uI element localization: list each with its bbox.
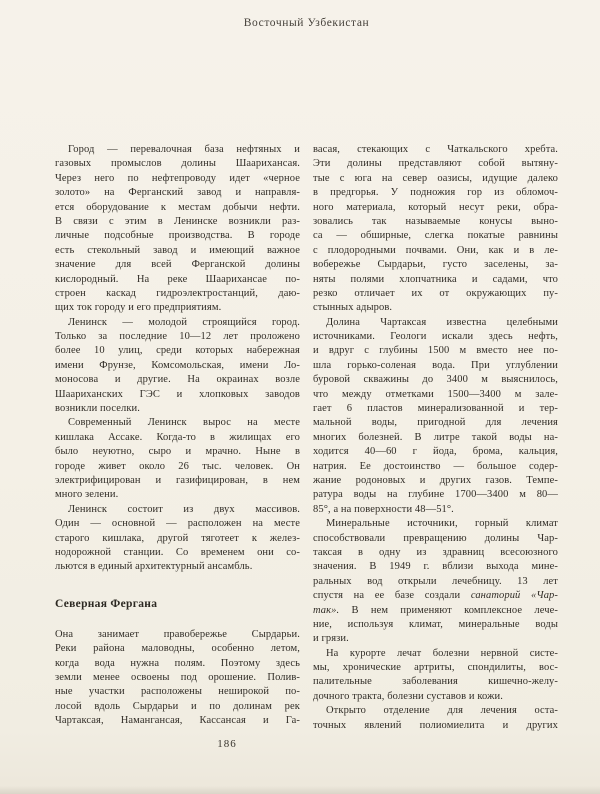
- text-line: старого кишлака, другой тяготеет к желез-: [55, 532, 300, 544]
- text-line: городе живет около 26 тыс. человек. Он: [55, 460, 300, 472]
- text-line: жание родоновых и других газов. Темпе-: [313, 474, 558, 486]
- text-line: дочного тракта, болезни суставов и кожи.: [313, 690, 503, 702]
- text-line: более 10 улиц, среди которых набережная: [55, 345, 300, 357]
- paragraph: [313, 143, 558, 316]
- text-line: кислородный. На реке Шаарихансае по-: [55, 273, 300, 285]
- text-line: и вдруг с глубины 1500 м вместо нее по-: [313, 345, 558, 357]
- text-line: есть стекольный завод и имеющий важное: [55, 244, 300, 256]
- text-line: Она занимает правобережье Сырдарьи.: [55, 628, 300, 640]
- text-line: мы, хронические артриты, спондилиты, вос-: [313, 662, 558, 674]
- text-line: электрифицирован и газифицирован, в нем: [55, 474, 300, 486]
- text-line: На курорте лечат болезни нервной систе-: [326, 647, 558, 659]
- paragraph: [55, 143, 300, 316]
- left-column: [55, 143, 300, 733]
- text-line: мальной воды, пригодной для лечения: [313, 417, 558, 429]
- text-line: буровой скважины до 3400 м выяснилось,: [313, 374, 558, 386]
- paragraph: [313, 647, 558, 705]
- text-line: личные подсобные производства. В городе: [55, 230, 300, 242]
- text-line: Через него по нефтепроводу идет «черное: [55, 172, 300, 184]
- page-number: 186: [217, 738, 237, 750]
- text-line: ратура воды на глубине 1700—3400 м 80—: [313, 489, 558, 501]
- text-line: моносова и другие. На окраинах возле: [55, 374, 300, 386]
- text-line: Открыто отделение для лечения оста-: [326, 705, 558, 717]
- paragraph: [55, 316, 300, 417]
- text-line: палительные заболевания кишечно-желу-: [313, 676, 558, 688]
- text-line: таксая в одну из здравниц всесоюзного: [313, 546, 558, 558]
- text-line: когда вода нужна полям. Поэтому здесь: [55, 657, 300, 669]
- running-header: Восточный Узбекистан: [243, 17, 370, 29]
- paragraph: [55, 503, 300, 575]
- text-line: значение для всей Ферганской долины: [55, 259, 300, 271]
- text-line: было неуютно, сыро и мрачно. Ныне в: [55, 446, 300, 458]
- text-line: нодорожной станции. Со временем они со-: [55, 546, 300, 558]
- text-line: лосой вдоль Сырдарьи и по долинам рек: [55, 700, 300, 712]
- text-line: Долина Чартаксая известна целебными: [326, 316, 558, 328]
- paragraph: [313, 316, 558, 517]
- text-line: источниками. Геологи искали здесь нефть,: [313, 331, 558, 343]
- text-line: имени Фрунзе, Комсомольская, имени Ло-: [55, 359, 300, 371]
- text-line: ходится 40—60 г йода, брома, кальция,: [313, 446, 558, 458]
- text-line: тые с юга на север оазисы, идущие далеко: [313, 172, 558, 184]
- text-line: Шаариханских ГЭС и хлопковых заводов: [55, 388, 300, 400]
- text-line: няты полями хлопчатника и садами, что: [313, 273, 558, 285]
- text-line: спустя на ее базе создали санаторий «Чар-: [313, 590, 558, 602]
- text-line: так». В нем применяют комплексное лече-: [313, 604, 558, 616]
- text-line: вобережье Сырдарьи, густо заселены, за-: [313, 259, 558, 271]
- text-line: с плодородными почвами. Они, как и в ле-: [313, 244, 558, 256]
- text-line: шла горько-соленая вода. При углублении: [313, 359, 558, 371]
- section-heading: Северная Фергана: [55, 597, 158, 610]
- text-line: что между отметками 1500—3400 м зале-: [313, 388, 558, 400]
- right-column: [313, 143, 558, 733]
- text-line: резко отличает их от окружающих пу-: [313, 287, 558, 299]
- text-line: Один — основной — расположен на месте: [55, 518, 300, 530]
- paragraph: [55, 628, 300, 729]
- text-line: Современный Ленинск вырос на месте: [68, 417, 300, 429]
- text-line: ральных вод открыли лечебницу. 13 лет: [313, 575, 558, 587]
- text-line: строен каскад гидроэлектростанций, даю-: [55, 287, 300, 299]
- text-line: ного материала, который несут реки, обра-: [313, 201, 558, 213]
- text-line: ние, используя климат, минеральные воды: [313, 618, 558, 630]
- text-line: и грязи.: [313, 633, 349, 645]
- text-line: много зелени.: [55, 489, 119, 501]
- text-line: золото» на Ферганский завод и направля-: [55, 187, 300, 199]
- text-line: в предгорья. У подножия гор из обломоч-: [313, 187, 558, 199]
- text-line: Ленинск — молодой строящийся город.: [68, 316, 300, 328]
- paragraph: [313, 704, 558, 733]
- text-line: Эти долины представляют собой вытяну-: [313, 158, 558, 170]
- text-line: Только за последние 10—12 лет проложено: [55, 331, 300, 343]
- text-line: стынных адыров.: [313, 302, 393, 314]
- text-line: льются в единый архитектурный ансамбль.: [55, 561, 253, 573]
- page-edge-shadow: [0, 786, 600, 794]
- text-line: возникли поселки.: [55, 403, 140, 415]
- text-line: са — обширные, слегка покатые равнины: [313, 230, 558, 242]
- text-line: Минеральные источники, горный климат: [326, 518, 558, 530]
- text-line: Ленинск состоит из двух массивов.: [68, 503, 300, 515]
- paragraph: [55, 416, 300, 502]
- text-line: щих ток городу и его предприятиям.: [55, 302, 222, 314]
- text-line: В связи с этим в Ленинске возникли раз-: [55, 215, 300, 227]
- text-line: зовались так называемые конусы выно-: [313, 215, 558, 227]
- text-line: ется оборудование к местам добычи нефти.: [55, 201, 300, 213]
- text-line: значения. В 1949 г. вблизи выхода мине-: [313, 561, 558, 573]
- text-line: гает 6 пластов минерализованной и тер-: [313, 403, 558, 415]
- text-line: 85°, а на поверхности 48—51°.: [313, 503, 454, 515]
- text-line: Реки района маловодны, особенно летом,: [55, 643, 300, 655]
- text-line: способствовали превращению долины Чар-: [313, 532, 558, 544]
- text-line: точных явлений полиомиелита и других: [313, 719, 558, 731]
- text-line: кишлака Ассаке. Когда-то в жилищах его: [55, 431, 300, 443]
- text-line: Чартаксая, Намангансая, Кассансая и Га-: [55, 715, 300, 727]
- text-line: натрия. Ее достоинство — большое содер-: [313, 460, 558, 472]
- text-line: ные участки расположены неширокой по-: [55, 686, 300, 698]
- text-columns: [55, 143, 558, 733]
- paragraph: [313, 517, 558, 647]
- text-line: Город — перевалочная база нефтяных и: [68, 144, 300, 155]
- text-line: газовых промыслов долины Шаарихансая.: [55, 158, 300, 170]
- text-line: многих болезней. В литре такой воды на-: [313, 431, 558, 443]
- text-line: земли менее освоены под орошение. Полив-: [55, 671, 300, 683]
- text-line: васая, стекающих с Чаткальского хребта.: [313, 144, 558, 155]
